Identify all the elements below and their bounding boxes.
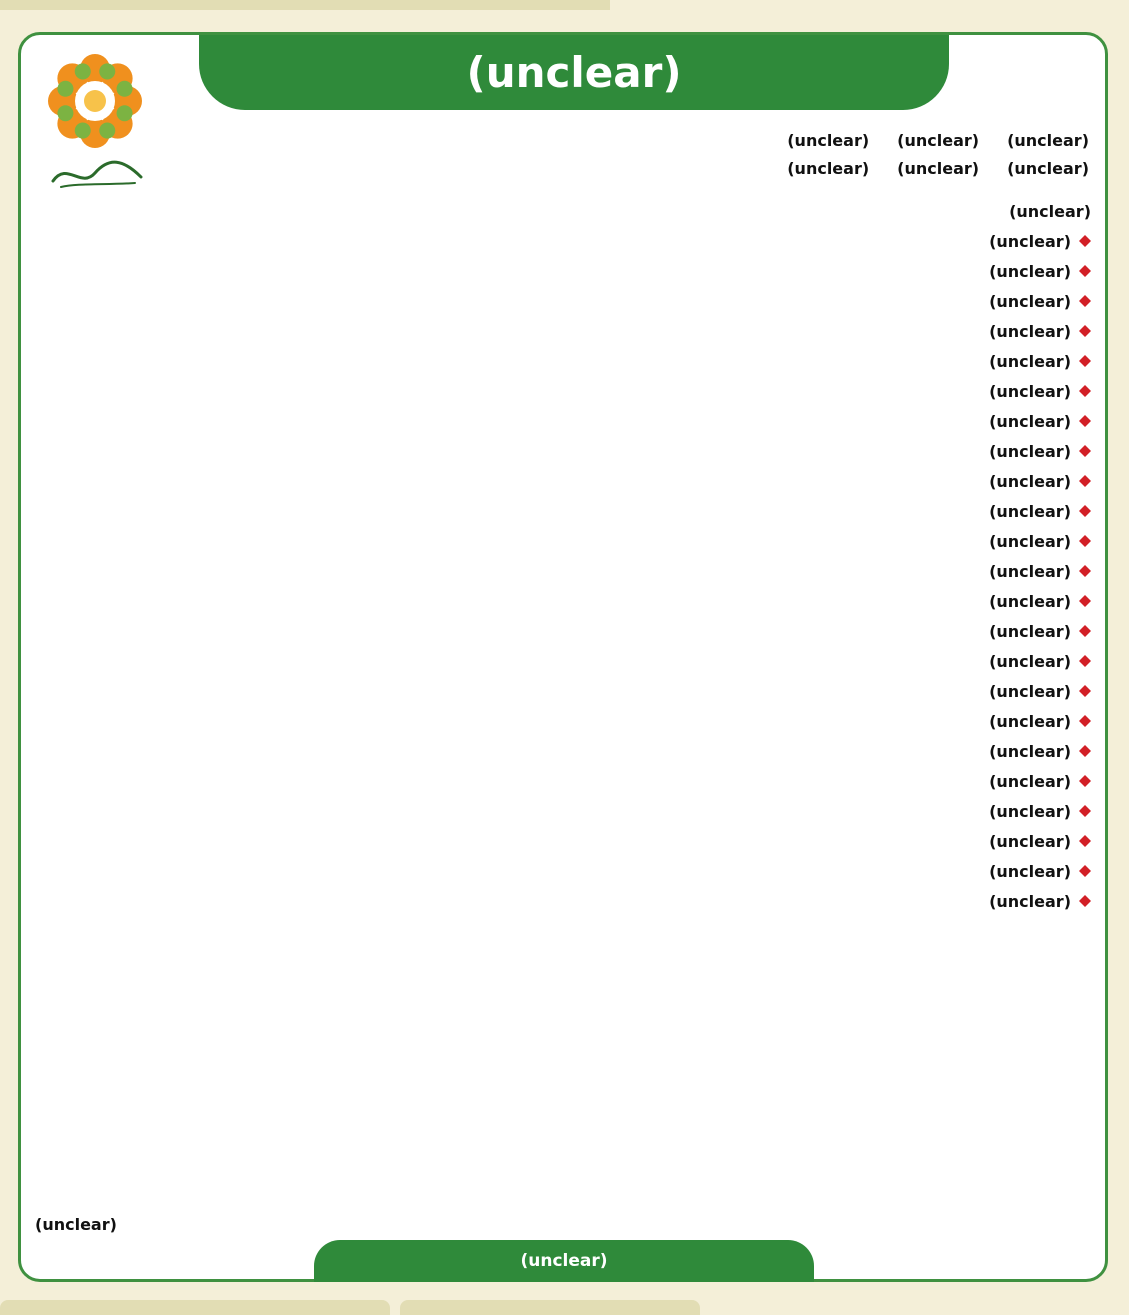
red-diamond-icon xyxy=(1079,535,1091,547)
list-item-text: (unclear) xyxy=(989,742,1071,761)
list-item-text: (unclear) xyxy=(989,652,1071,671)
round-second-publication: (unclear) xyxy=(787,159,870,178)
list-item-text: (unclear) xyxy=(989,682,1071,701)
list-item-text: (unclear) xyxy=(989,262,1071,281)
flower-logo-icon xyxy=(43,49,147,153)
round-first xyxy=(787,127,1089,155)
list-item-text: (unclear) xyxy=(989,802,1071,821)
list-item xyxy=(35,707,1091,737)
top-page-strip xyxy=(0,0,610,10)
list-item xyxy=(35,347,1091,377)
red-diamond-icon xyxy=(1079,895,1091,907)
list-item-text: (unclear) xyxy=(989,892,1071,911)
red-diamond-icon xyxy=(1079,265,1091,277)
red-diamond-icon xyxy=(1079,715,1091,727)
list-item-text: (unclear) xyxy=(989,292,1071,311)
list-item-text: (unclear) xyxy=(989,622,1071,641)
red-diamond-icon xyxy=(1079,235,1091,247)
list-item xyxy=(35,527,1091,557)
list-item xyxy=(35,647,1091,677)
footer-text: (unclear) xyxy=(520,1251,608,1271)
notice-body xyxy=(35,197,1091,917)
list-item-text: (unclear) xyxy=(989,472,1071,491)
list-item xyxy=(35,887,1091,917)
list-item-text: (unclear) xyxy=(989,322,1071,341)
list-item-text: (unclear) xyxy=(989,532,1071,551)
list-item-text: (unclear) xyxy=(989,562,1071,581)
list-item-text: (unclear) xyxy=(989,232,1071,251)
red-diamond-icon xyxy=(1079,505,1091,517)
round-first-publication: (unclear) xyxy=(787,131,870,150)
list-item xyxy=(35,557,1091,587)
list-item-text: (unclear) xyxy=(989,862,1071,881)
red-diamond-icon xyxy=(1079,445,1091,457)
list-item-text: (unclear) xyxy=(989,382,1071,401)
list-item-text: (unclear) xyxy=(989,712,1071,731)
list-item xyxy=(35,407,1091,437)
list-item xyxy=(35,797,1091,827)
red-diamond-icon xyxy=(1079,565,1091,577)
round-second xyxy=(787,155,1089,183)
list-item xyxy=(35,227,1091,257)
red-diamond-icon xyxy=(1079,595,1091,607)
red-diamond-icon xyxy=(1079,355,1091,367)
ad-identifier: (unclear) xyxy=(35,1215,117,1234)
red-diamond-icon xyxy=(1079,295,1091,307)
list-item xyxy=(35,677,1091,707)
list-item xyxy=(35,257,1091,287)
list-item-text: (unclear) xyxy=(989,442,1071,461)
list-item xyxy=(35,287,1091,317)
logo-script xyxy=(47,153,147,193)
list-item xyxy=(35,857,1091,887)
list-item xyxy=(35,317,1091,347)
list-item xyxy=(35,617,1091,647)
round-second-date: (unclear) xyxy=(897,159,980,178)
list-item-text: (unclear) xyxy=(989,352,1071,371)
list-item xyxy=(35,587,1091,617)
round-second-label: (unclear) xyxy=(1007,159,1089,178)
red-diamond-icon xyxy=(1079,655,1091,667)
red-diamond-icon xyxy=(1079,775,1091,787)
list-item xyxy=(35,377,1091,407)
red-diamond-icon xyxy=(1079,475,1091,487)
municipality-logo xyxy=(43,49,153,189)
bottom-page-strip-right xyxy=(400,1300,700,1315)
title-banner xyxy=(199,35,949,110)
red-diamond-icon xyxy=(1079,385,1091,397)
list-item xyxy=(35,497,1091,527)
red-diamond-icon xyxy=(1079,865,1091,877)
footer-banner xyxy=(314,1240,814,1282)
list-item-text: (unclear) xyxy=(989,502,1071,521)
list-item xyxy=(35,737,1091,767)
list-item-text: (unclear) xyxy=(989,772,1071,791)
tender-terms-list xyxy=(35,227,1091,917)
list-item-text: (unclear) xyxy=(989,832,1071,851)
red-diamond-icon xyxy=(1079,685,1091,697)
red-diamond-icon xyxy=(1079,835,1091,847)
round-first-label: (unclear) xyxy=(1007,131,1089,150)
list-item xyxy=(35,467,1091,497)
list-item xyxy=(35,437,1091,467)
intro-paragraph: (unclear) xyxy=(1009,202,1091,221)
list-item xyxy=(35,767,1091,797)
red-diamond-icon xyxy=(1079,625,1091,637)
red-diamond-icon xyxy=(1079,325,1091,337)
notice-title: (unclear) xyxy=(466,48,682,97)
list-item-text: (unclear) xyxy=(989,592,1071,611)
red-diamond-icon xyxy=(1079,745,1091,757)
red-diamond-icon xyxy=(1079,805,1091,817)
notice-frame xyxy=(18,32,1108,1282)
red-diamond-icon xyxy=(1079,415,1091,427)
bottom-page-strip-left xyxy=(0,1300,390,1315)
list-item xyxy=(35,827,1091,857)
list-item-text: (unclear) xyxy=(989,412,1071,431)
round-first-date: (unclear) xyxy=(897,131,980,150)
publication-rounds xyxy=(787,127,1089,183)
